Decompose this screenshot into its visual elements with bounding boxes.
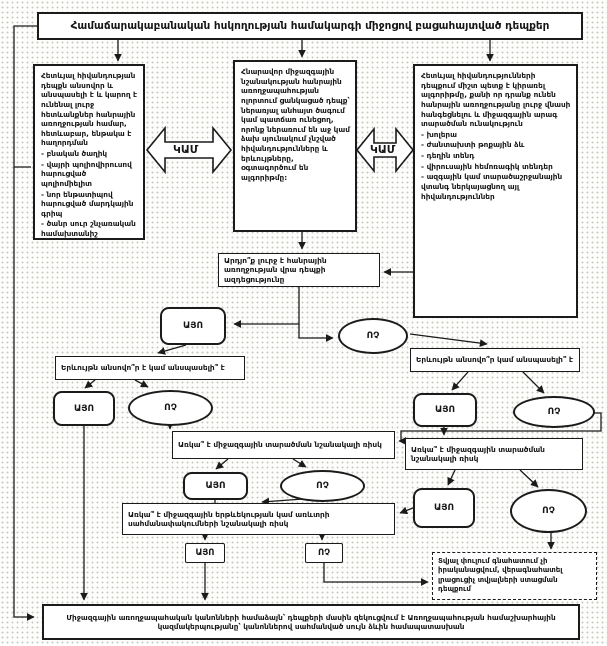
question-impact-serious: Արդյո՞ք լուրջ է հանրային առողջության վրա դեպքի ազդեցությունը [218,253,380,287]
source-box-right [413,64,578,318]
source-box-left-intro: Հետևյալ հիվանդության դեպքն անսովոր և անսպասելի է և կարող է ունենալ լուրջ հետևանքներ հանրային առողջության համար, հետևաբար, ենթակա է հաղորդման [41,71,138,148]
source-box-right-intro: Հետևյալ հիվանդությունների դեպքում միշտ պետք է կիրառել ալգորիթմը, քանի որ դրանք ունեն հանրային առողջությանը լուրջ վնասի հանգեցնելու և միջազգային արագ տարածման ունակություն [421,71,571,129]
question-unusual-left: Երևույթն անսովո՞ր է կամ անսպասելի՞ է [55,356,245,380]
right-box-item: - ժանտախտի թոքային ձև [421,140,525,150]
answer-yes-spread-mid: ԱՅՈ [183,472,248,500]
right-box-item: - վիրուսային հեմոռագիկ տենդեր [421,161,553,171]
question-spread-right: Առկա՞ է միջազգային տարածման նշանակալի ռիսկ [405,438,583,470]
answer-no-unusual-left: ՈՉ [128,390,213,426]
right-box-item: - խոլերա [421,129,457,139]
diagram-title: Համաճարակաբանական հսկողության համակարգի միջոցով բացահայտված դեպքեր [37,12,583,40]
or-label-right: ԿԱՄ [370,143,396,156]
outcome-notify-box: Միջազգային առողջապահական կանոնների համաձայն՝ դեպքերի մասին զեկուցվում է Առողջապահության համաշխարհային կազմակերպությանը՝ կանոններով սահմանված սույն ձևին համապատասխան [42,604,580,640]
right-box-item: - ազգային կամ տարածաշրջանային վտանգ ներկայացնող այլ հիվանդություններ [421,172,563,201]
left-box-item: - բնական ծաղիկ [41,149,108,158]
left-box-item: - ծանր սուր շնչառական համախտանիշ [41,219,136,238]
source-box-left [33,64,145,240]
source-box-center-text: Հնարավոր միջազգային նշանակության հանրային առողջապահության ոլորտում ցանկացած դեպք՝ ներառյալ անհայտ ծագում կամ պատճառ ունեցող, որոնք ներառում են աջ կամ ձախ սյունակում չնշված հիվանդությունները և երևույթները, օգտագործում են ալգորիթմը: [241,67,350,182]
answer-yes-unusual-left: ԱՅՈ [53,391,115,426]
answer-yes-impact: ԱՅՈ [160,307,226,345]
or-label-left: ԿԱՄ [173,143,199,156]
answer-yes-unusual-right: ԱՅՈ [413,393,477,427]
answer-no-unusual-right: ՈՉ [513,396,595,428]
source-box-center [233,60,357,232]
question-unusual-right: Երևույթն անսովո՞ր կամ անսպասելի՞ է [410,348,580,372]
answer-no-spread-mid: ՈՉ [280,470,365,502]
answer-yes-trade: ԱՅՈ [185,543,225,563]
outcome-reassess-box: Տվյալ փուլում գնահատում չի իրականացվում, վերագնահատել լրացուցիչ տվյալների ստացման դեպքում [432,552,597,600]
left-box-item: - վայրի պոլիովիրուսով հարուցված պոլիոմիելիտ [41,159,132,188]
question-trade-restrictions: Առկա՞ է միջազգային երթևեկության կամ առևտրի սահմանափակումների նշանակալի ռիսկ [122,503,395,535]
answer-yes-spread-right: ԱՅՈ [413,488,475,528]
answer-no-spread-right: ՈՉ [510,489,587,533]
right-box-item: - դեղին տենդ [421,151,475,160]
answer-no-impact: ՈՉ [338,318,408,354]
question-spread-mid: Առկա՞ է միջազգային տարածման նշանակալի ռիսկ [172,431,395,459]
answer-no-trade: ՈՉ [305,543,343,563]
left-box-item: - նոր ենթատիպով հարուցված մարդկային գրիպ [41,189,134,218]
